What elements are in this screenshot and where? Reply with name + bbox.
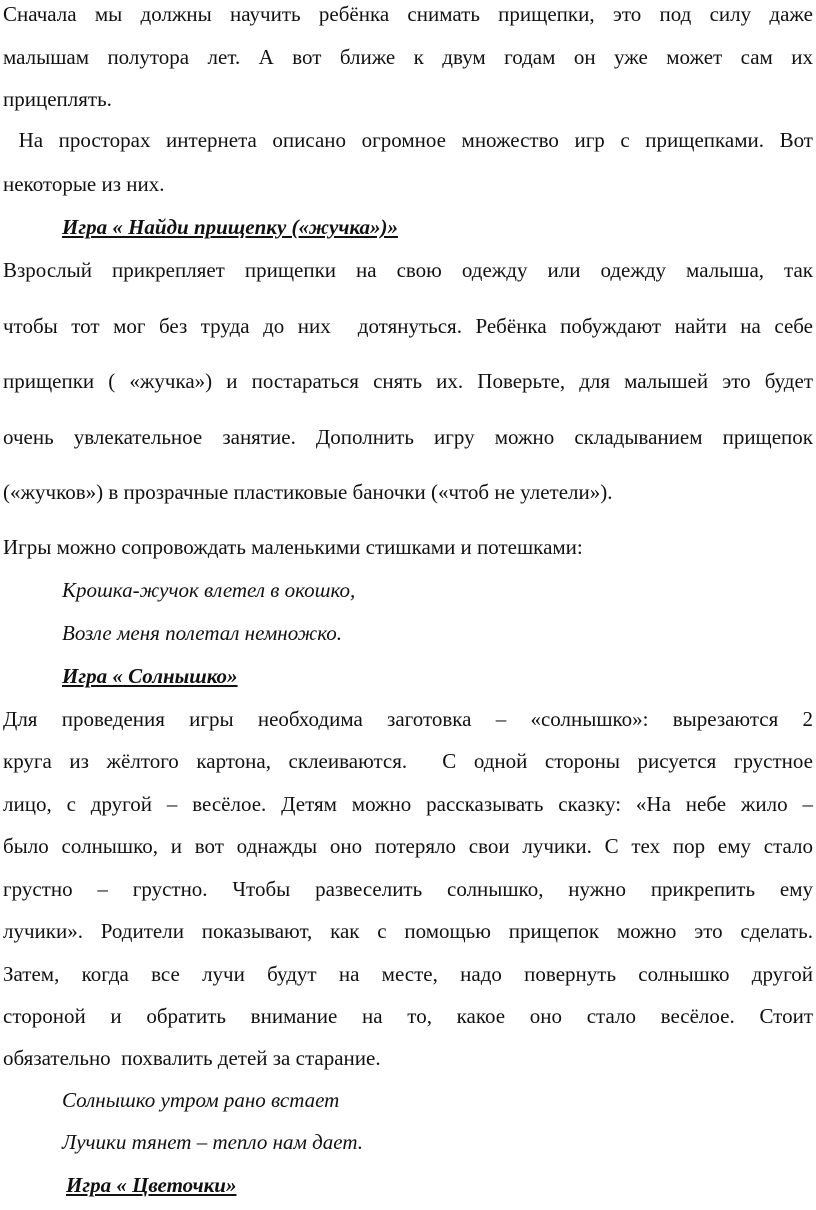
game2-verse-1: Солнышко утром рано встает [62,1088,340,1112]
game2-line-7: Затем, когда все лучи будут на месте, надо повернуть солнышко другой [3,962,813,986]
game3-title: Игра « Цветочки» [66,1173,237,1197]
intro-line-4: На просторах интернета описано огромное множество игр с прищепками. Вот [3,128,813,152]
game2-line-5: грустно – грустно. Чтобы развеселить солнышко, нужно прикрепить ему [3,877,813,901]
game1-line-3: прищепки ( «жучка») и постараться снять их. Поверьте, для малышей это будет [3,369,813,393]
game1-line-6: Игры можно сопровождать маленькими стишками и потешками: [3,535,583,559]
game2-title: Игра « Солнышко» [62,664,238,688]
game2-verse-2: Лучики тянет – тепло нам дает. [62,1130,364,1154]
game1-line-4: очень увлекательное занятие. Дополнить игру можно складыванием прищепок [3,425,813,449]
game1-title: Игра « Найди прищепку («жучка»)» [62,215,398,239]
game2-line-4: было солнышко, и вот однажды оно потеряло свои лучики. С тех пор ему стало [3,834,813,858]
game2-line-6: лучики». Родители показывают, как с помощью прищепок можно это сделать. [3,919,813,943]
intro-line-5: некоторые из них. [3,172,165,196]
game1-verse-2: Возле меня полетал немножко. [62,621,342,645]
intro-line-1: Сначала мы должны научить ребёнка снимать прищепки, это под силу даже [3,2,813,26]
game2-line-1: Для проведения игры необходима заготовка – «солнышко»: вырезаются 2 [3,707,813,731]
game1-line-2: чтобы тот мог без труда до них дотянуться. Ребёнка побуждают найти на себе [3,314,813,338]
intro-line-3: прицеплять. [3,87,112,111]
game1-line-1: Взрослый прикрепляет прищепки на свою одежду или одежду малыша, так [3,258,813,282]
game2-line-9: обязательно похвалить детей за старание. [3,1046,381,1070]
game2-line-3: лицо, с другой – весёлое. Детям можно рассказывать сказку: «На небе жило – [3,792,813,816]
game1-verse-1: Крошка-жучок влетел в окошко, [62,578,356,602]
intro-line-2: малышам полутора лет. А вот ближе к двум годам он уже может сам их [3,45,813,69]
game2-line-2: круга из жёлтого картона, склеиваются. С одной стороны рисуется грустное [3,749,813,773]
game1-line-5: («жучков») в прозрачные пластиковые баночки («чтоб не улетели»). [3,480,613,504]
game2-line-8: стороной и обратить внимание на то, какое оно стало весёлое. Стоит [3,1004,813,1028]
